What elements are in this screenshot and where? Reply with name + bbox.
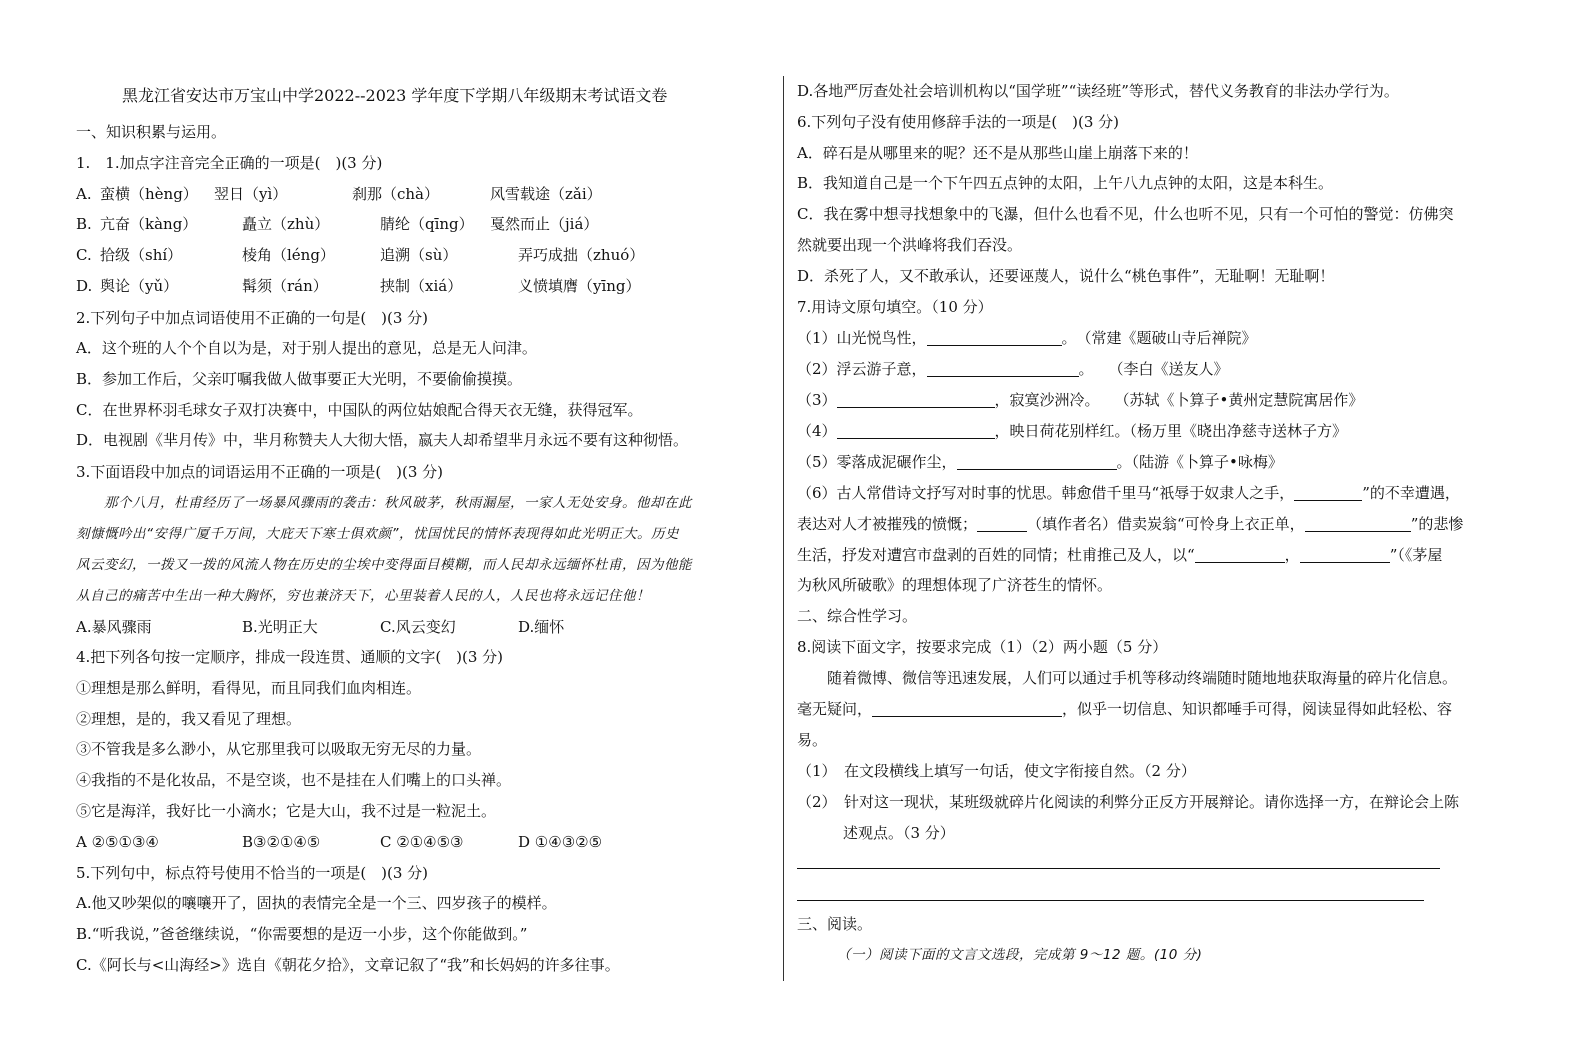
exam-title: 黑龙江省安达市万宝山中学2022--2023 学年度下学期八年级期末考试语文卷 — [122, 86, 668, 105]
answer-blank[interactable] — [927, 362, 1079, 377]
q7-item-6-line: 表达对人才被摧残的愤慨； （填作者名）借卖炭翁“可怜身上衣正单， ”的悲惨 — [797, 515, 1464, 533]
answer-blank[interactable] — [1305, 517, 1411, 532]
q6-option-d: D．杀死了人，又不敢承认，还要诬蔑人，说什么“桃色事件”，无耻啊！无耻啊！ — [797, 267, 1335, 285]
q2-option-a: A．这个班的人个个自以为是，对于别人提出的意见，总是无人问津。 — [76, 339, 537, 357]
column-divider — [783, 76, 784, 981]
q7-item-2: （2）浮云游子意， 。 （李白《送友人》 — [797, 360, 1229, 378]
q6-option-c: C．我在雾中想寻找想象中的飞瀑，但什么也看不见，什么也听不见，只有一个可怕的警觉：仿佛突 — [797, 205, 1454, 223]
q8-paragraph: 毫无疑问， ，似乎一切信息、知识都唾手可得，阅读显得如此轻松、容 — [797, 700, 1453, 718]
q4-sentence: ③不管我是多么渺小，从它那里我可以吸取无穷无尽的力量。 — [76, 740, 482, 758]
answer-line[interactable] — [797, 868, 1440, 869]
q4-sentence: ⑤它是海洋，我好比一小滴水；它是大山，我不过是一粒泥土。 — [76, 802, 497, 820]
q7-item-1: （1）山光悦鸟性， 。 （常建《题破山寺后禅院》 — [797, 329, 1257, 347]
q8-sub-1: （1） 在文段横线上填写一句话，使文字衔接自然。（2 分） — [797, 762, 1196, 780]
section-2-heading: 二、综合性学习。 — [797, 607, 918, 625]
answer-blank[interactable] — [1300, 548, 1390, 563]
q5-option-c: C.《阿长与<山海经>》选自《朝花夕拾》，文章记叙了“我”和长妈妈的许多往事。 — [76, 956, 620, 974]
q5-stem: 5.下列句中，标点符号使用不恰当的一项是( )(3 分) — [76, 864, 429, 882]
section-3-heading: 三、阅读。 — [797, 915, 873, 933]
answer-blank[interactable] — [957, 455, 1117, 470]
answer-blank[interactable] — [837, 424, 995, 439]
q8-stem: 8.阅读下面文字，按要求完成（1）（2）两小题（5 分） — [797, 638, 1168, 656]
q7-stem: 7.用诗文原句填空。（10 分） — [797, 298, 993, 316]
q8-paragraph: 易。 — [797, 731, 828, 749]
q7-item-3: （3） ，寂寞沙洲冷。 （苏轼《卜算子•黄州定慧院寓居作》 — [797, 391, 1364, 409]
section-1-heading: 一、知识积累与运用。 — [76, 123, 227, 141]
q4-sentence: ②理想，是的，我又看见了理想。 — [76, 710, 302, 728]
q7-item-6: （6）古人常借诗文抒写对时事的忧思。韩愈借千里马“祇辱于奴隶人之手， ”的不幸遭遇， — [797, 484, 1460, 502]
q6-stem: 6.下列句子没有使用修辞手法的一项是( )(3 分) — [797, 113, 1120, 131]
q6-option-b: B．我知道自己是一个下午四五点钟的太阳，上午八九点钟的太阳，这是本科生。 — [797, 174, 1334, 192]
answer-blank[interactable] — [927, 331, 1062, 346]
q3-passage-line: 风云变幻，一拨又一拨的风流人物在历史的尘埃中变得面目模糊，而人民却永远缅怀杜甫，因为他能 — [76, 557, 692, 573]
q3-passage-line: 那个八月，杜甫经历了一场暴风骤雨的袭击：秋风破茅，秋雨漏屋，一家人无处安身。他却在此 — [76, 495, 692, 511]
q8-sub-2-cont: 述观点。（3 分） — [843, 824, 955, 842]
answer-blank[interactable] — [977, 517, 1027, 532]
q3-passage-line: 从自己的痛苦中生出一种大胸怀，穷也兼济天下，心里装着人民的人，人民也将永远记住他！ — [76, 588, 650, 604]
q7-item-6-line: 生活，抒发对遭宫市盘剥的百姓的同情；杜甫推己及人，以“ ， ”（《茅屋 — [797, 546, 1443, 564]
q7-item-5: （5）零落成泥碾作尘， 。（陆游《卜算子•咏梅》 — [797, 453, 1283, 471]
q1-stem: 1. 1.加点字注音完全正确的一项是( )(3 分) — [76, 154, 383, 172]
q4-sentence: ①理想是那么鲜明，看得见，而且同我们血肉相连。 — [76, 679, 422, 697]
q2-option-b: B．参加工作后，父亲叮嘱我做人做事要正大光明，不要偷偷摸摸。 — [76, 370, 523, 388]
answer-blank[interactable] — [837, 393, 995, 408]
q2-option-d: D．电视剧《芈月传》中，芈月称赞夫人大彻大悟，嬴夫人却希望芈月永远不要有这种彻悟。 — [76, 431, 689, 449]
q3-stem: 3.下面语段中加点的词语运用不正确的一项是( )(3 分) — [76, 463, 444, 481]
q5-option-d: D.各地严厉查处社会培训机构以“国学班”“读经班”等形式，替代义务教育的非法办学行为。 — [797, 82, 1399, 100]
answer-blank[interactable] — [872, 702, 1062, 717]
q6-option-a: A．碎石是从哪里来的呢？还不是从那些山崖上崩落下来的！ — [797, 144, 1198, 162]
q5-option-a: A.他又吵架似的嚷嚷开了，固执的表情完全是一个三、四岁孩子的模样。 — [76, 894, 557, 912]
q5-option-b: B.“听我说，”爸爸继续说，“你需要想的是迈一小步，这个你能做到。” — [76, 925, 528, 943]
q4-sentence: ④我指的不是化妆品，不是空谈，也不是挂在人们嘴上的口头禅。 — [76, 771, 512, 789]
q2-option-c: C．在世界杯羽毛球女子双打决赛中，中国队的两位姑娘配合得天衣无缝，获得冠军。 — [76, 401, 643, 419]
q7-item-6-line: 为秋风所破歌》的理想体现了广济苍生的情怀。 — [797, 576, 1113, 594]
answer-blank[interactable] — [1294, 486, 1362, 501]
q8-sub-2: （2） 针对这一现状，某班级就碎片化阅读的利弊分正反方开展辩论。请你选择一方，在辩论会上陈 — [797, 793, 1460, 811]
q6-option-c-cont: 然就要出现一个洪峰将我们吞没。 — [797, 236, 1023, 254]
answer-blank[interactable] — [1195, 548, 1285, 563]
answer-line[interactable] — [797, 900, 1424, 901]
reading-1-heading: （一）阅读下面的文言文选段，完成第 9～12 题。(10 分) — [837, 947, 1203, 963]
q7-item-4: （4） ，映日荷花别样红。（杨万里《晓出净慈寺送林子方》 — [797, 422, 1348, 440]
q3-passage-line: 刻慷慨吟出“安得广厦千万间，大庇天下寒士俱欢颜”，忧国忧民的情怀表现得如此光明正大。历史 — [76, 526, 679, 542]
q2-stem: 2.下列句子中加点词语使用不正确的一句是( )(3 分) — [76, 309, 429, 327]
q8-paragraph: 随着微博、微信等迅速发展，人们可以通过手机等移动终端随时随地地获取海量的碎片化信息。 — [797, 669, 1458, 687]
q4-stem: 4.把下列各句按一定顺序，排成一段连贯、通顺的文字( )(3 分) — [76, 648, 504, 666]
